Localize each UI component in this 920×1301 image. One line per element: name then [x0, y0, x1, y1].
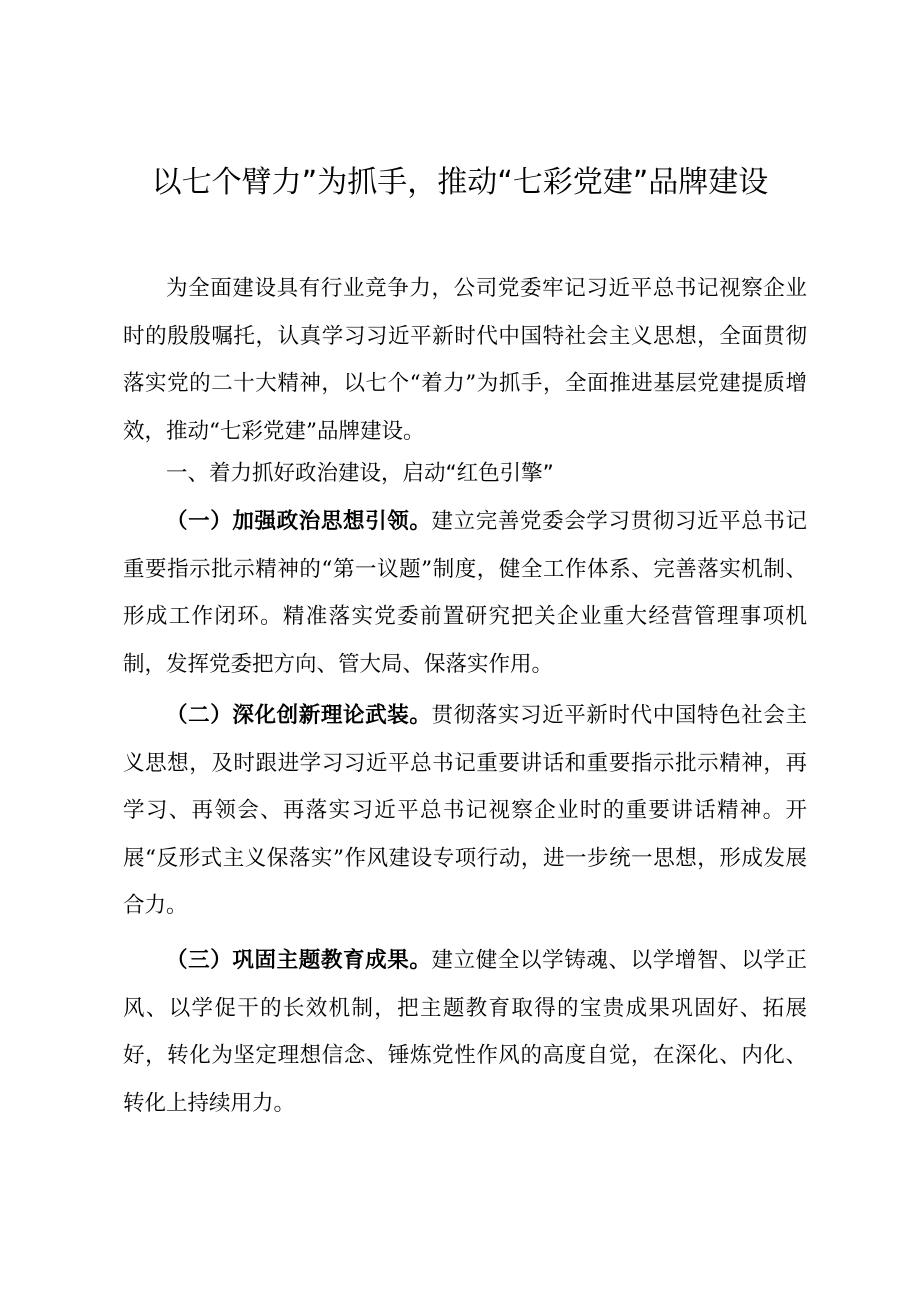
item-1-lead: （一）加强政治思想引领。: [166, 509, 432, 534]
item-2-text: 贯彻落实习近平新时代中国特色社会主义思想，及时跟进学习习近平总书记重要讲话和重要指示批示精神，再学习、再领会、再落实习近平总书记视察企业时的重要讲话精神。开展“反形式主义保落实”作风建设专项行动，进一步统一思想，形成发展合力。: [123, 703, 807, 918]
item-1-text: 建立完善党委会学习贯彻习近平总书记重要指示批示精神的“第一议题”制度，健全工作体系、完善落实机制、形成工作闭环。精准落实党委前置研究把关企业重大经营管理事项机制，发挥党委把方向、管大局、保落实作用。: [123, 509, 807, 677]
item-3-lead: （三）巩固主题教育成果。: [166, 948, 432, 973]
intro-paragraph: 为全面建设具有行业竞争力，公司党委牢记习近平总书记视察企业时的殷殷嘱托，认真学习习近平新时代中国特社会主义思想，全面贯彻落实党的二十大精神，以七个“着力”为抓手，全面推进基层党建提质增效，推动“七彩党建”品牌建设。: [123, 276, 807, 444]
document-title: 以七个臂力”为抓手，推动“七彩党建”品牌建设: [151, 165, 769, 200]
item-2-lead: （二）深化创新理论武装。: [166, 703, 432, 728]
paragraph-item-2: [123, 692, 807, 930]
section-heading: 一、着力抓好政治建设，启动“红色引擎”: [166, 461, 554, 486]
item-3-text: 建立健全以学铸魂、以学增智、以学正风、以学促干的长效机制，把主题教育取得的宝贵成果巩固好、拓展好，转化为坚定理想信念、锤炼党性作风的高度自觉，在深化、内化、转化上持续用力。: [123, 948, 807, 1116]
paragraph-item-1: [123, 498, 807, 688]
paragraph-item-3: [123, 937, 807, 1127]
